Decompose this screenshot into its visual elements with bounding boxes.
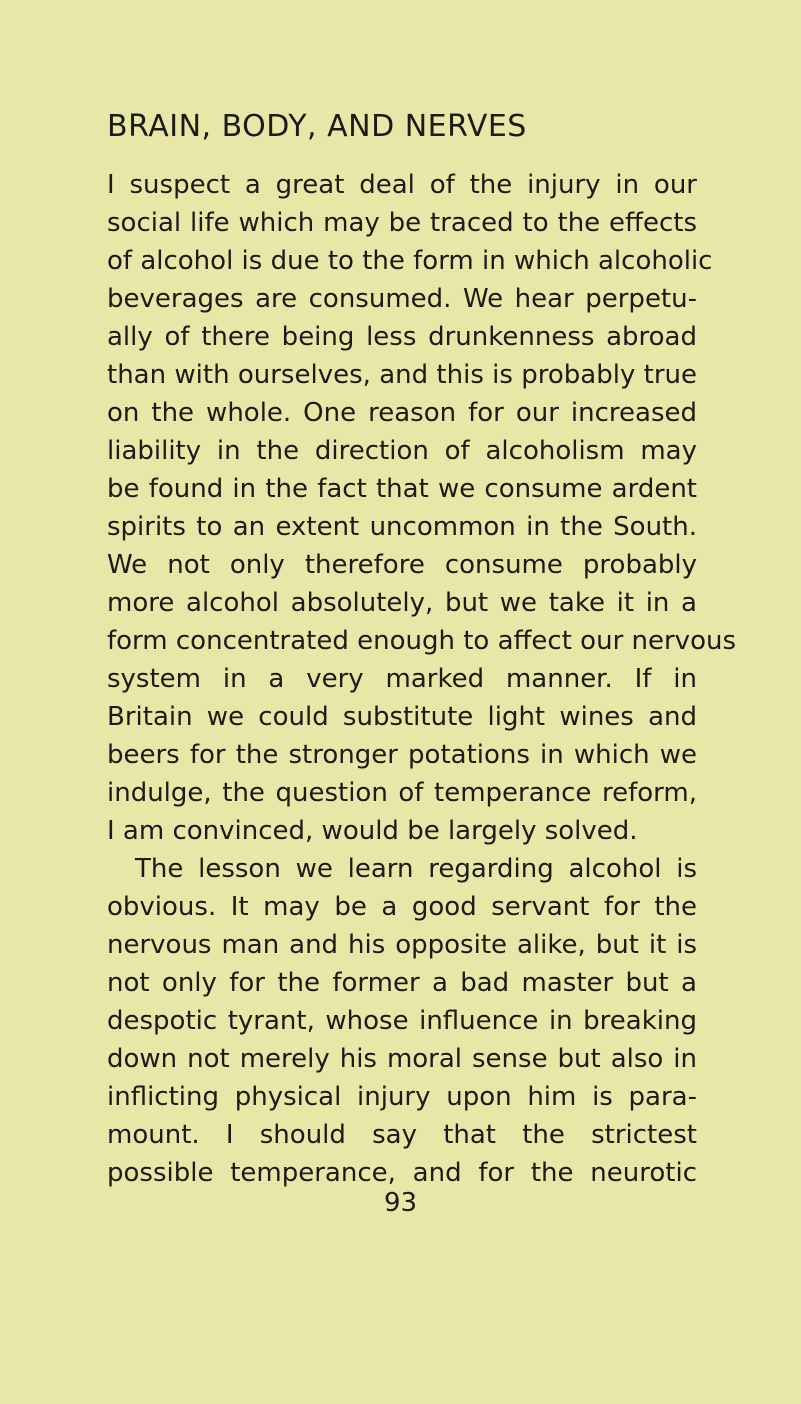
page-number: 93 xyxy=(383,1188,418,1218)
text-line-1: I suspect a great deal of the injury in our xyxy=(107,170,697,200)
text-line-12: more alcohol absolutely, but we take it in a xyxy=(107,588,697,618)
text-line-3: of alcohol is due to the form in which alcoholic xyxy=(107,246,713,276)
text-line-24: down not merely his moral sense but also in xyxy=(107,1044,697,1074)
text-line-8: liability in the direction of alcoholism may xyxy=(107,436,697,466)
text-line-15: Britain we could substitute light wines and xyxy=(107,702,697,732)
text-line-11: We not only therefore consume probably xyxy=(107,550,697,580)
text-line-14: system in a very marked manner. If in xyxy=(107,664,697,694)
text-line-4: beverages are consumed. We hear perpetu- xyxy=(107,284,697,314)
text-line-16: beers for the stronger potations in which we xyxy=(107,740,697,770)
text-line-26: mount. I should say that the strictest xyxy=(107,1120,697,1150)
text-line-9: be found in the fact that we consume ardent xyxy=(107,474,697,504)
text-line-23: despotic tyrant, whose influence in breaking xyxy=(107,1006,697,1036)
text-line-2: social life which may be traced to the effects xyxy=(107,208,697,238)
text-line-13: form concentrated enough to affect our nervous xyxy=(107,626,737,656)
text-line-7: on the whole. One reason for our increased xyxy=(107,398,697,428)
running-head: BRAIN, BODY, AND NERVES xyxy=(107,109,527,144)
body-text xyxy=(107,166,737,1192)
text-line-18: I am convinced, would be largely solved. xyxy=(107,816,638,846)
text-line-17: indulge, the question of temperance reform, xyxy=(107,778,697,808)
text-line-20: obvious. It may be a good servant for the xyxy=(107,892,697,922)
text-line-6: than with ourselves, and this is probably true xyxy=(107,360,697,390)
text-line-22: not only for the former a bad master but a xyxy=(107,968,697,998)
text-line-19: The lesson we learn regarding alcohol is xyxy=(135,854,697,884)
text-line-5: ally of there being less drunkenness abroad xyxy=(107,322,697,352)
text-line-27: possible temperance, and for the neurotic xyxy=(107,1158,697,1188)
text-line-10: spirits to an extent uncommon in the South. xyxy=(107,512,697,542)
text-line-21: nervous man and his opposite alike, but it is xyxy=(107,930,697,960)
text-line-25: inflicting physical injury upon him is para- xyxy=(107,1082,697,1112)
